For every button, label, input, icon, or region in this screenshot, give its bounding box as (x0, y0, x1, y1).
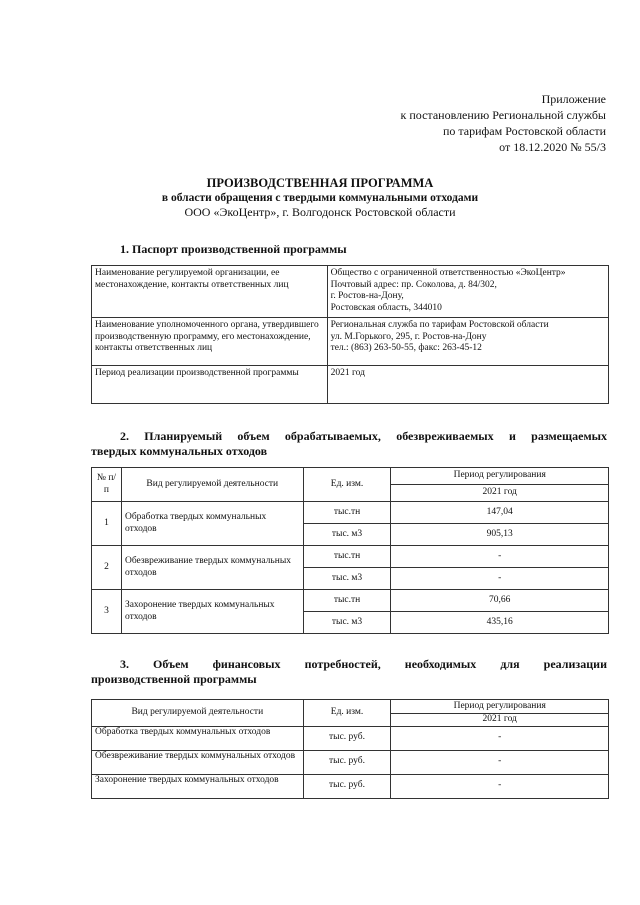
row-value: 147,04 (391, 502, 609, 524)
heading-line: 2. Планируемый объем обрабатываемых, обезвреживаемых и размещаемых (120, 429, 607, 443)
value-line: тел.: (863) 263-50-55, факс: 263-45-12 (330, 343, 482, 353)
row-unit: тыс. м3 (303, 524, 391, 546)
document-title: ПРОИЗВОДСТВЕННАЯ ПРОГРАММА (206, 176, 434, 190)
row-num: 2 (92, 546, 122, 590)
header-unit: Ед. изм. (303, 700, 391, 727)
row-activity: Обработка твердых коммунальных отходов (92, 726, 304, 750)
passport-label: Наименование регулируемой организации, ее местонахождение, контакты ответственных лиц (92, 266, 328, 318)
row-value: 70,66 (391, 590, 609, 612)
table-row (92, 366, 609, 404)
heading-line: твердых коммунальных отходов (91, 444, 268, 458)
passport-label: Период реализации производственной программы (92, 366, 328, 404)
finance-table (91, 699, 609, 799)
table-row (92, 266, 609, 318)
row-unit: тыс.тн (303, 502, 391, 524)
row-activity: Захоронение твердых коммунальных отходов (92, 774, 304, 798)
table-row (92, 726, 609, 750)
header-activity: Вид регулируемой деятельности (92, 700, 304, 727)
table-header-row (92, 700, 609, 714)
header-year: 2021 год (391, 714, 609, 727)
table-row (92, 318, 609, 366)
table-row (92, 774, 609, 798)
value-line: Региональная служба по тарифам Ростовской области (330, 320, 549, 330)
row-value: - (391, 726, 609, 750)
row-value: - (391, 750, 609, 774)
table-row (92, 502, 609, 524)
row-value: 905,13 (391, 524, 609, 546)
row-activity: Обезвреживание твердых коммунальных отходов (92, 750, 304, 774)
table-row (92, 750, 609, 774)
passport-label: Наименование уполномоченного органа, утвердившего производственную программу, его местонахождение, контакты ответственных лиц (92, 318, 328, 366)
section-2-heading (91, 429, 607, 459)
header-period: Период регулирования (391, 468, 609, 485)
section-3-heading (91, 657, 607, 687)
row-unit: тыс. руб. (303, 750, 391, 774)
appendix-line: от 18.12.2020 № 55/3 (499, 140, 606, 154)
volume-table (91, 467, 609, 634)
row-unit: тыс. м3 (303, 612, 391, 634)
heading-line: производственной программы (91, 672, 257, 686)
row-value: - (391, 546, 609, 568)
value-line: Почтовый адрес: пр. Соколова, д. 84/302, (330, 279, 497, 290)
header-activity: Вид регулируемой деятельности (121, 468, 303, 502)
table-header-row (92, 468, 609, 485)
document-subtitle: в области обращения с твердыми коммунальными отходами (161, 192, 479, 204)
row-value: 435,16 (391, 612, 609, 634)
title-block (0, 176, 640, 220)
row-num: 3 (92, 590, 122, 634)
value-line: ул. М.Горького, 295, г. Ростов-на-Дону (330, 331, 487, 342)
appendix-line: Приложение (541, 92, 606, 106)
row-unit: тыс. руб. (303, 774, 391, 798)
passport-value (327, 266, 608, 318)
row-unit: тыс. руб. (303, 726, 391, 750)
value-line: Общество с ограниченной ответственностью «ЭкоЦентр» (330, 268, 566, 278)
appendix-line: по тарифам Ростовской области (442, 124, 606, 138)
passport-value (327, 366, 608, 404)
header-num: № п/п (92, 468, 122, 502)
document-organization: ООО «ЭкоЦентр», г. Волгодонск Ростовской области (184, 205, 456, 219)
header-year: 2021 год (391, 485, 609, 502)
value-line: г. Ростов-на-Дону, (330, 291, 404, 301)
row-unit: тыс.тн (303, 546, 391, 568)
appendix-block (401, 91, 606, 155)
row-unit: тыс. м3 (303, 568, 391, 590)
value-line: 2021 год (330, 368, 365, 378)
value-line: Ростовская область, 344010 (330, 302, 442, 313)
table-row (92, 590, 609, 612)
passport-table (91, 265, 609, 404)
row-num: 1 (92, 502, 122, 546)
header-period: Период регулирования (391, 700, 609, 714)
passport-value (327, 318, 608, 366)
row-activity: Обработка твердых коммунальных отходов (121, 502, 303, 546)
row-activity: Захоронение твердых коммунальных отходов (121, 590, 303, 634)
row-activity: Обезвреживание твердых коммунальных отходов (121, 546, 303, 590)
row-value: - (391, 568, 609, 590)
table-row (92, 546, 609, 568)
row-value: - (391, 774, 609, 798)
appendix-line: к постановлению Региональной службы (400, 108, 606, 122)
section-1-heading: 1. Паспорт производственной программы (120, 242, 347, 256)
header-unit: Ед. изм. (303, 468, 391, 502)
row-unit: тыс.тн (303, 590, 391, 612)
heading-line: 3. Объем финансовых потребностей, необходимых для реализации (120, 657, 607, 671)
